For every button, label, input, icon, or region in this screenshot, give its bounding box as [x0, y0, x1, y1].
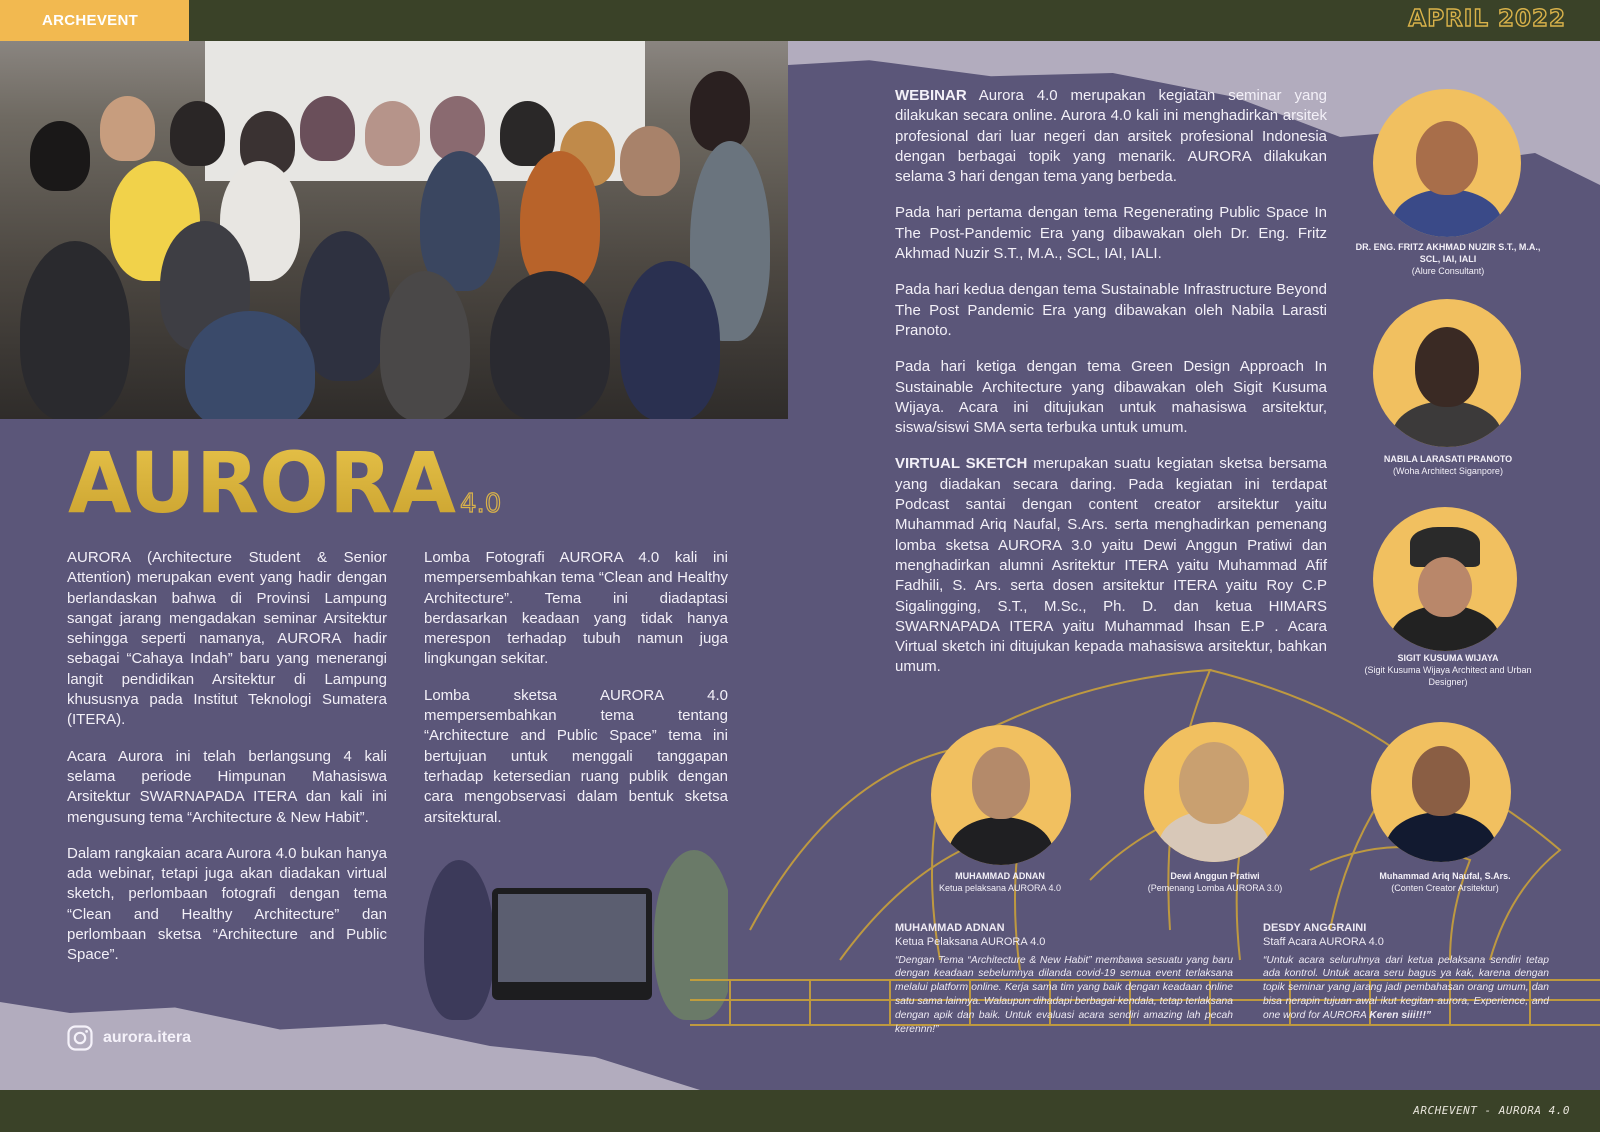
virtual-sketch-lead: VIRTUAL SKETCH: [895, 455, 1028, 473]
guest-avatar: [1371, 722, 1511, 862]
quote-text: “Untuk acara seluruhnya dari ketua pelaksana sendiri tetap ada kontrol. Untuk acara seru bagus ya kak, karena dengan topik seminar yang jarang jadi pembahasan orang umum, dan bisa nerapin tujuan awal ikut kegitan aurora, Experience, and one word for AURORA: [1263, 954, 1549, 1021]
sketch-competition-paragraph: Lomba sketsa AURORA 4.0 mempersembahkan tema tentang “Architecture and Public Space” tema ini bertujuan untuk menggali tanggapan terhadap ketersedian ruang publik dengan cara mengobservasi dalam bentuk sketsa arsitektural.: [424, 686, 728, 826]
quote-author: MUHAMMAD ADNAN: [895, 922, 1005, 934]
competition-column: [424, 548, 728, 844]
speaker-role: (Woha Architect Siganpore): [1393, 466, 1503, 476]
quote-author: DESDY ANGGRAINI: [1263, 922, 1367, 934]
events-paragraph: Dalam rangkaian acara Aurora 4.0 bukan hanya ada webinar, tetapi juga akan diadakan virtual sketch, perlombaan fotografi dengan tema “Clean and Healthy Architecture” dan perlombaan sketsa “Architecture and Public Space”.: [67, 844, 387, 964]
guest-avatar: [931, 725, 1071, 865]
logo-word: AURORA: [68, 440, 456, 532]
social-handle-text: aurora.itera: [103, 1029, 192, 1046]
speaker-role: (Sigit Kusuma Wijaya Architect and Urban Designer): [1364, 665, 1532, 687]
guest-role: (Pemenang Lomba AURORA 3.0): [1147, 883, 1283, 893]
guest-avatar: [1144, 722, 1284, 862]
quote-block: [1263, 922, 1549, 1023]
guest-caption: [905, 870, 1095, 894]
speaker-caption: [1355, 652, 1541, 688]
instagram-icon: [67, 1025, 93, 1051]
guest-role: Ketua pelaksana AURORA 4.0: [938, 883, 1062, 893]
quote-block: [895, 922, 1233, 1036]
section-tab: ARCHEVENT: [0, 0, 189, 41]
footer-bar: [0, 1090, 1600, 1132]
photo-competition-paragraph: Lomba Fotografi AURORA 4.0 kali ini mempersembahkan tema “Clean and Healthy Architecture”. Tema ini diadaptasi berdasarkan keadaan yang tidak hanya merespon terhadap tubuh namun juga lingkungan sekitar.: [424, 549, 728, 668]
group-photo: [0, 41, 788, 419]
guest-caption: [1115, 870, 1315, 894]
history-paragraph: Acara Aurora ini telah berlangsung 4 kali selama periode Himpunan Mahasiswa Arsitektur SWARNAPADA ITERA dan kali ini mengusung tema “Architecture & New Habit”.: [67, 747, 387, 826]
issue-date: APRIL 2022: [1408, 6, 1566, 32]
day2-paragraph: Pada hari kedua dengan tema Sustainable Infrastructure Beyond The Post Pandemic Era yang dibawakan oleh Nabila Larasti Pranoto.: [895, 281, 1327, 339]
speaker-name: SIGIT KUSUMA WIJAYA: [1397, 653, 1499, 663]
webinar-lead: WEBINAR: [895, 87, 967, 104]
speaker-caption: [1355, 241, 1541, 277]
social-handle[interactable]: [67, 1025, 191, 1051]
program-column: [895, 86, 1327, 694]
speaker-role: (Alure Consultant): [1411, 266, 1485, 276]
speaker-caption: [1355, 453, 1541, 477]
speaker-name: DR. ENG. FRITZ AKHMAD NUZIR S.T., M.A., SCL, IAI, IALI: [1355, 242, 1541, 264]
guest-name: MUHAMMAD ADNAN: [955, 871, 1045, 881]
intro-column: [67, 548, 387, 982]
aurora-logo: [68, 440, 528, 535]
day1-paragraph: Pada hari pertama dengan tema Regenerating Public Space In The Post-Pandemic Era yang dibawakan oleh Dr. Eng. Fritz Akhmad Nuzir S.T., M.A., SCL, IAI, IALI.: [895, 204, 1327, 263]
virtual-sketch-paragraph: merupakan suatu kegiatan sketsa bersama yang diadakan secara daring. Pada kegiatan ini terdapat Podcast santai dengan content creator arsitektur yaitu Muhammad Ariq Naufal, S.Ars. serta menghadirkan pemenang lomba sketsa AURORA 3.0 yaitu Dewi Anggun Pratiwi dan menghadirkan alumni Asritektur ITERA yaitu Muhammad Afif Fadhili, S. Ars. serta dosen arsitektur ITERA yaitu Roy C.P Sigalingging, S.T., M.Sc., Ph. D. dan ketua HIMARS SWARNAPADA ITERA yaitu Muhammad Ihsan E.P . Acara Virtual sketch ini ditujukan kepada mahasiswa arsitektur, bahkan umum.: [895, 455, 1327, 676]
virtual-meeting-photo: [424, 850, 728, 1020]
speaker-avatar: [1373, 89, 1521, 237]
speaker-avatar: [1373, 507, 1517, 651]
guest-name: Dewi Anggun Pratiwi: [1170, 871, 1260, 881]
quote-author-role: Staff Acara AURORA 4.0: [1263, 935, 1384, 948]
webinar-paragraph: Aurora 4.0 merupakan kegiatan seminar yang dilakukan secara online. Aurora 4.0 kali ini menghadirkan arsitek profesional dari luar negeri dan arsitek profesional Indonesia dengan berbagai topik yang menarik. AURORA dilakukan selama 3 hari dengan tema yang berbeda.: [895, 87, 1328, 186]
quote-author-role: Ketua Pelaksana AURORA 4.0: [895, 935, 1046, 948]
logo-version: 4.0: [460, 489, 502, 519]
intro-paragraph: AURORA (Architecture Student & Senior Attention) merupakan event yang hadir dengan berlandaskan bahwa di Provinsi Lampung sangat jarang mengadakan seminar Arsitektur sehingga seperti namanya, AURORA hadir sebagai “Cahaya Indah” baru yang menerangi langit pendidikan Arsitektur di Lampung khususnya pada Institut Teknologi Sumatera (ITERA).: [67, 549, 387, 729]
laptop: [492, 888, 652, 1000]
speaker-name: NABILA LARASATI PRANOTO: [1383, 454, 1513, 464]
header-bar: [0, 0, 1600, 41]
guest-role: (Conten Creator Arsitektur): [1391, 883, 1499, 893]
guest-name: Muhammad Ariq Naufal, S.Ars.: [1379, 871, 1511, 881]
footer-text: ARCHEVENT - AURORA 4.0: [1413, 1104, 1570, 1117]
guest-caption: [1345, 870, 1545, 894]
quote-emphasis: Keren siii!!!”: [1369, 1009, 1432, 1021]
day3-paragraph: Pada hari ketiga dengan tema Green Design Approach In Sustainable Architecture yang dibawakan oleh Sigit Kusuma Wijaya. Acara ini ditujukan untuk mahasiswa arsitektur, siswa/siswi SMA serta terbuka untuk umum.: [895, 358, 1327, 437]
quote-text: “Dengan Tema “Architecture & New Habit” membawa sesuatu yang baru dengan keadaan sebelumnya dilanda covid-19 semua event terlaksana melalui platform online. Kerja sama tim yang baik dengan keadaan online satu sama lainnya. Walaupun dihadapi berbagai kendala, tetap terlaksana dengan apik dan baik. Untuk evaluasi acara sendiri amazing lah pecah kerennn!”: [895, 954, 1233, 1035]
speaker-avatar: [1373, 299, 1521, 447]
